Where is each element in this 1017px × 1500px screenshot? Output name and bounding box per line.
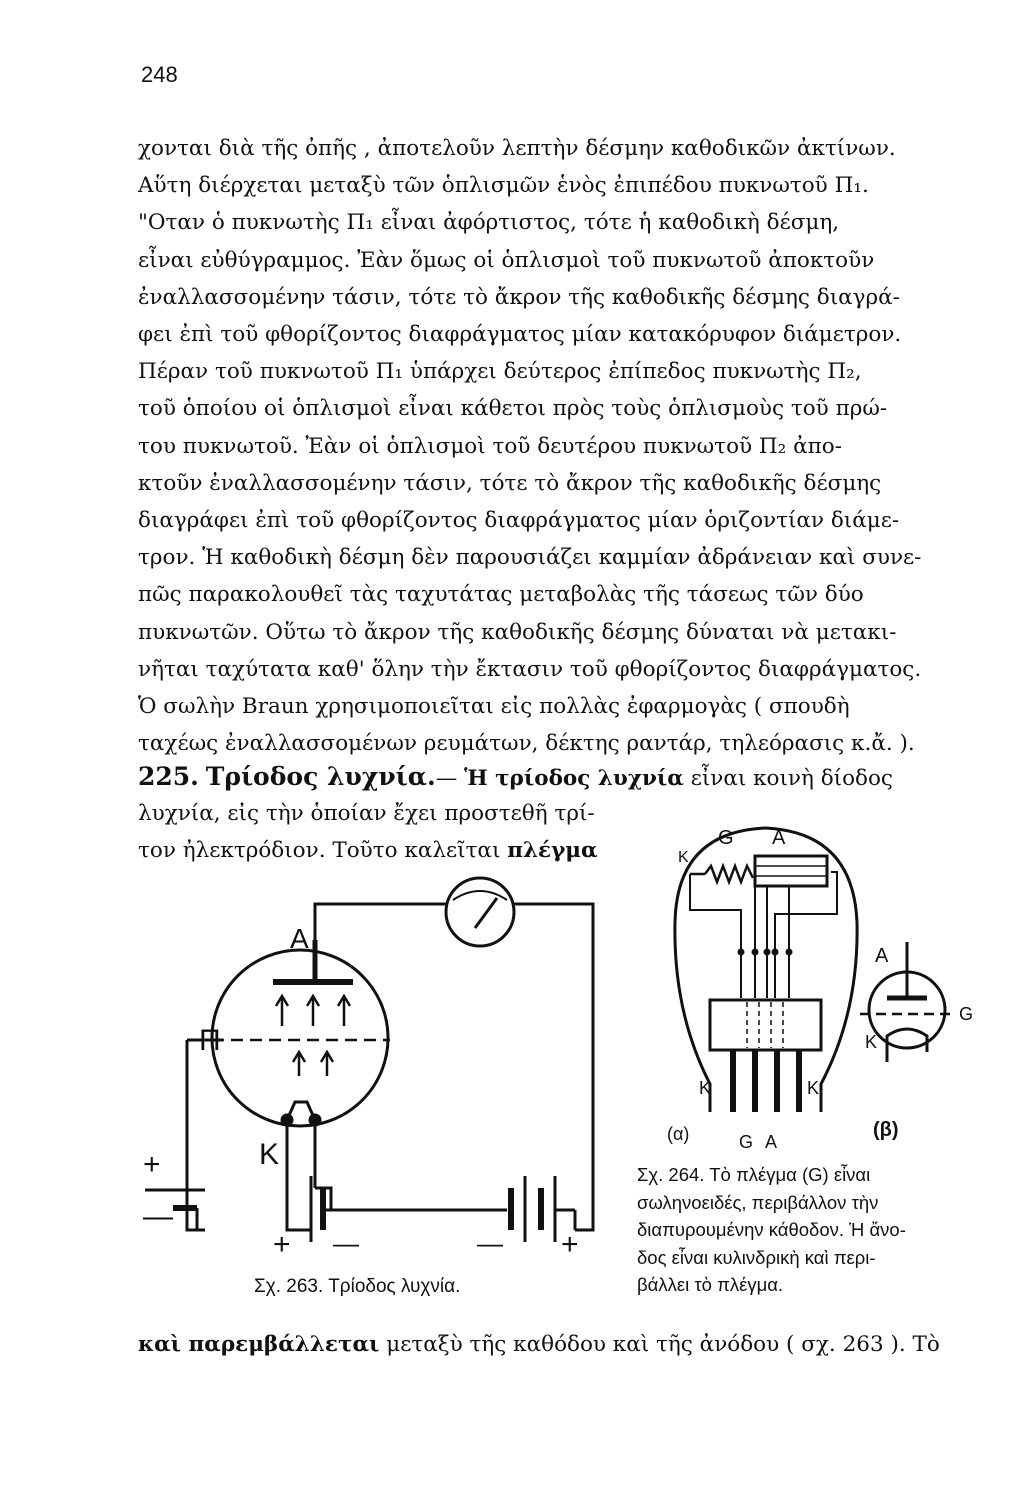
text-line: εἶναι εὐθύγραμμος. Ἐὰν ὅμως οἱ ὁπλισμοὶ τοῦ πυκνωτοῦ ἀποκτοῦν [138, 247, 875, 273]
text-line-part: τον ἠλεκτρόδιον. Τοῦτο καλεῖται [138, 838, 501, 863]
label-anode: A [290, 923, 309, 954]
label-pin-g: G [739, 1132, 754, 1152]
figure-263-circuit [135, 870, 615, 1270]
label-pin-a: A [765, 1132, 778, 1152]
label-battery2-plus: + [561, 1228, 579, 1261]
text-line: ἐναλλασσομένην τάσιν, τότε τὸ ἄκρον τῆς καθοδικῆς δέσμης διαγρά- [138, 284, 900, 310]
text-line: πυκνωτῶν. Οὕτω τὸ ἄκρον τῆς καθοδικῆς δέσμης δύναται νὰ μετακι- [138, 619, 897, 645]
text-line: διαγράφει ἐπὶ τοῦ φθορίζοντος διαφράγματος μίαν ὁριζοντίαν διάμε- [138, 508, 900, 534]
label-plates: Π [199, 1024, 221, 1057]
text-line: του πυκνωτοῦ. Ἐὰν οἱ ὁπλισμοὶ τοῦ δευτέρου πυκνωτοῦ Π₂ ἀπο- [138, 433, 842, 459]
section-title: Τρίοδος λυχνία. [205, 762, 436, 791]
label-cathode: K [678, 849, 689, 866]
text-line: φει ἐπὶ τοῦ φθορίζοντος διαφράγματος μίαν κατακόρυφον διάμετρον. [138, 322, 902, 348]
electron-arrows-lower [293, 1052, 333, 1076]
caption-line: βάλλει τὸ πλέγμα. [637, 1274, 784, 1295]
section-head-rest: εἶναι κοινὴ δίοδος [690, 766, 893, 791]
glass-bulb [675, 828, 857, 1112]
meter-scale [453, 891, 507, 900]
section-heading [138, 758, 978, 797]
label-symbol-anode: A [875, 945, 889, 967]
label-sub-a: (α) [667, 1124, 690, 1144]
final-line [138, 1326, 978, 1363]
text-line: Πέραν τοῦ πυκνωτοῦ Π₁ ὑπάρχει δεύτερος ἐπίπεδος πυκνωτὴς Π₂, [138, 359, 862, 385]
text-line: χονται διὰ τῆς ὀπῆς , ἀποτελοῦν λεπτὴν δέσμην καθοδικῶν ἀκτίνων. [138, 136, 896, 161]
caption-line: Σχ. 264. Τὸ πλέγμα (G) εἶναι [637, 1164, 871, 1185]
caption-line: σωληνοειδές, περιβάλλον τὴν [637, 1191, 879, 1213]
meter-icon [446, 878, 514, 946]
text-line: πῶς παρακολουθεῖ τὰς ταχυτάτας μεταβολὰς τῆς τάσεως τῶν δύο [138, 582, 864, 608]
figure-264-caption [637, 1161, 972, 1299]
triode-tube [212, 950, 388, 1126]
electron-arrows-upper [276, 996, 350, 1026]
final-rest: μεταξὺ τῆς καθόδου καὶ τῆς ἀνόδου ( σχ. 263 ). Τὸ [386, 1332, 940, 1357]
label-battery2-minus: — [477, 1228, 503, 1258]
text-line: Ὁ σωλὴν Braun χρησιμοποιεῖται εἰς πολλὰς ἐφαρμογὰς ( σπουδὴ [138, 694, 850, 720]
text-line [138, 832, 648, 869]
grid-lead [187, 1040, 205, 1230]
text-line: νῆται ταχύτατα καθ' ὅλην τὴν ἔκτασιν τοῦ φθορίζοντος διαφράγματος. [138, 656, 922, 682]
label-battery1-minus: — [333, 1228, 359, 1258]
label-symbol-grid: G [959, 1004, 974, 1024]
text-line: Αὕτη διέρχεται μεταξὺ τῶν ὁπλισμῶν ἑνὸς ἐπιπέδου πυκνωτοῦ Π₁. [138, 173, 869, 199]
label-battery1-plus: + [273, 1228, 291, 1261]
figure-263-caption: Σχ. 263. Τρίοδος λυχνία. [254, 1276, 461, 1297]
label-pin-k1: K [699, 1078, 712, 1098]
anode-wire [315, 904, 446, 970]
text-line: τοῦ ὁποίου οἱ ὁπλισμοὶ εἶναι κάθετοι πρὸς τοὺς ὁπλισμοὺς τοῦ πρώ- [138, 396, 888, 422]
label-plus-left: + [143, 1148, 161, 1181]
meter-needle [475, 898, 497, 928]
text-line: ταχέως ἐναλλασσομένων ρευμάτων, δέκτης ραντάρ, τηλεόρασις κ.ἄ. ). [138, 731, 915, 757]
final-bold: καὶ παρεμβάλλεται [138, 1332, 380, 1357]
grid-coil [705, 866, 753, 882]
label-anode: A [772, 827, 786, 849]
label-minus-left: — [143, 1200, 173, 1233]
caption-line: δος εἶναι κυλινδρικὴ καὶ περι- [637, 1246, 876, 1268]
label-grid: G [718, 827, 734, 849]
tube-pins [733, 1050, 799, 1112]
label-symbol-cathode: K [865, 1032, 878, 1052]
text-line: "Οταν ὁ πυκνωτὴς Π₁ εἶναι ἀφόρτιστος, τότε ἡ καθοδικὴ δέσμη, [138, 210, 840, 236]
page-number: 248 [141, 62, 178, 87]
label-pin-k2: K [807, 1078, 820, 1098]
figure-264-tube [655, 822, 985, 1152]
section-number: 225. [138, 762, 199, 791]
section-continuation [138, 795, 648, 869]
tube-base [710, 1000, 821, 1050]
text-line: τρον. Ἡ καθοδικὴ δέσμη δὲν παρουσιάζει καμμίαν ἀδράνειαν καὶ συνε- [138, 545, 922, 571]
caption-line: διαπυρουμένην κάθοδον. Ἡ ἄνο- [637, 1219, 906, 1240]
text-line: λυχνία, εἰς τὴν ὁποίαν ἔχει προστεθῆ τρί- [138, 801, 595, 826]
label-cathode: K [259, 1138, 280, 1171]
term-grid: πλέγμα [507, 838, 598, 863]
anode-cylinder [755, 856, 827, 886]
label-sub-b: (β) [873, 1119, 899, 1141]
section-term: Ἡ τρίοδος λυχνία [464, 766, 684, 791]
text-line: κτοῦν ἐναλλασσομένην τάσιν, τότε τὸ ἄκρον τῆς καθοδικῆς δέσμης [138, 470, 882, 496]
section-dash: — [435, 766, 458, 791]
intro-paragraph [138, 130, 976, 762]
stem-wires [741, 924, 789, 998]
